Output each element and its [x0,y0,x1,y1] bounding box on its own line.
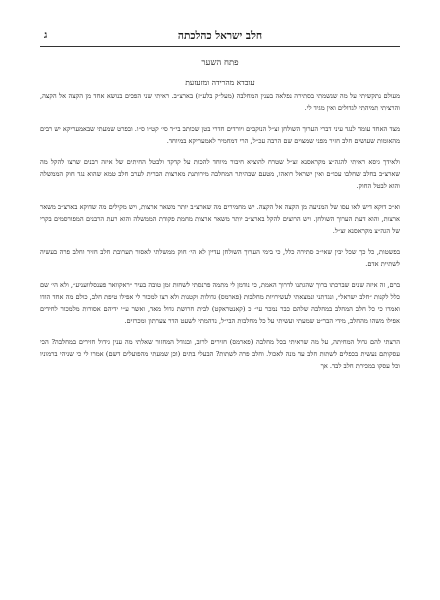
paragraph: בפשטות, כל כך שכל יבין שאי״כ סתירה כלל, כי בימי הערוך השולחן עדיין לא הי׳ חוק ממשלתי לאסור תערובת חלב חזיר וחלב פרה בעשיה לשתיית אדם. [40,248,400,268]
section-title: פתח השער [201,58,239,68]
document-page [40,28,400,588]
running-title: חלב ישראל כהלכתה [177,30,263,42]
page-header [40,28,400,47]
block-title: עובדא מהרידה ומזעזעת [185,78,255,87]
paragraph: מעולם נתקשיתי על מה שנשמתי בסתירה נפלאה בענין המחלבה (מעל״ק בלע״ז) בארצ״ב. ראיתי שני הפכים בנושא אחד מן הקצה אל הקצה, והרציתי תמיהתי לגדולים ואין מגיד לי. [40,92,400,112]
paragraph: הרצתי להם גדול המחיתה, על מה שראיתי בכל מחלבה (פארמס) חזירים לרוב, ובגודל המחזור שאלתי מה ענין גידול חזירים במחלבה? הכי עסקותם נעשית בכפלים לשתות חלב עד מנה לאכול. וחלב פרה לשתות? הבעלי בתים (וכן שמעתי מהפועלים דשם) אמרו לי כי שניהי ברמוניו וכל עסקו במכירת חלב לבד. אך [40,338,400,370]
paragraph: מצד האחד עומד לנגד עיני דברי הערוך השולחן זצ״ל הנוקבים ויורדים חדרי בטן שכותב בי״ד סי׳ קט״ו ס״ו. ובפרט שמעתי שבאמעריקא יש רבים מהאומות שעושים חלב חזיר מפני שמצוים שם הרבה עכ״ל, הרי דמחמיר לאמעריקא במיוחד. [40,125,400,145]
page-number: ג [44,30,48,41]
paragraph: ברם, זה איזה שנים שברכתו ברוך שהגתנו לדרוך האמת, כי נודמן לי מתמה פרנסתי לשחות זמן טובה בעיר ״ראקוואר פענסלוועניע״, ולא הי׳ שם כלל לקנות ״חלב ישראל״, ונגדתני ונמצאתי לעשירויות מחלבות (פארמס) גדולות וקטנות ולא רצו למכור לי אפילו טיפת חלב, כולם מה אחד הודו ואמרו כי כל חלב המחלב במחלבה שלהם כבר נמכר עי״ כ (קאנטראקט) לבית חרושת גדול מאד, ואשר ע״י ידיהם אסורות מלמכור לחידים אפילו משהו מהחלב, מידי הבר״ט שמעתי ועשיתי על כל מחלבות הבי״ל, נדהמתי לשעט הדר צערתון ומכרזים. [40,281,400,325]
paragraph: ולאידך גיסא ראיתי להגה״צ מקראסנא זצ״ל שטרח להוציא חיבור מיוחד להכות על קדקד ולבטל החיתים של איזה רבנים שרצו להקל מה שארצ״ב בחלב שחלבו עכו״ם ואין ישראל רואהו, מטעם שבהיתר המחלבה מירותנת מארצות הברית לערב חלב טמא שהוא נגד חוק הממשלה והוא לבטל החוק. [40,158,400,190]
paragraph: וא״כ דוקא דיש לאו עסו של המניעה מן הקצה אל הקצה. יש מחמירים מה שארצ״ב יותר משאר ארצות, ויש מקילים מה שדוקא בארצ״ב משאר ארצות, והוא דעת הערוך השולחן. ויש הרוצים להקל בארצ״ב יותר משאר ארצות מחמת פקודת הממשלה והוא רעת הרבנים המפורסמים בקרי של הגה״צ מקראסנא זצ״ל. [40,203,400,235]
